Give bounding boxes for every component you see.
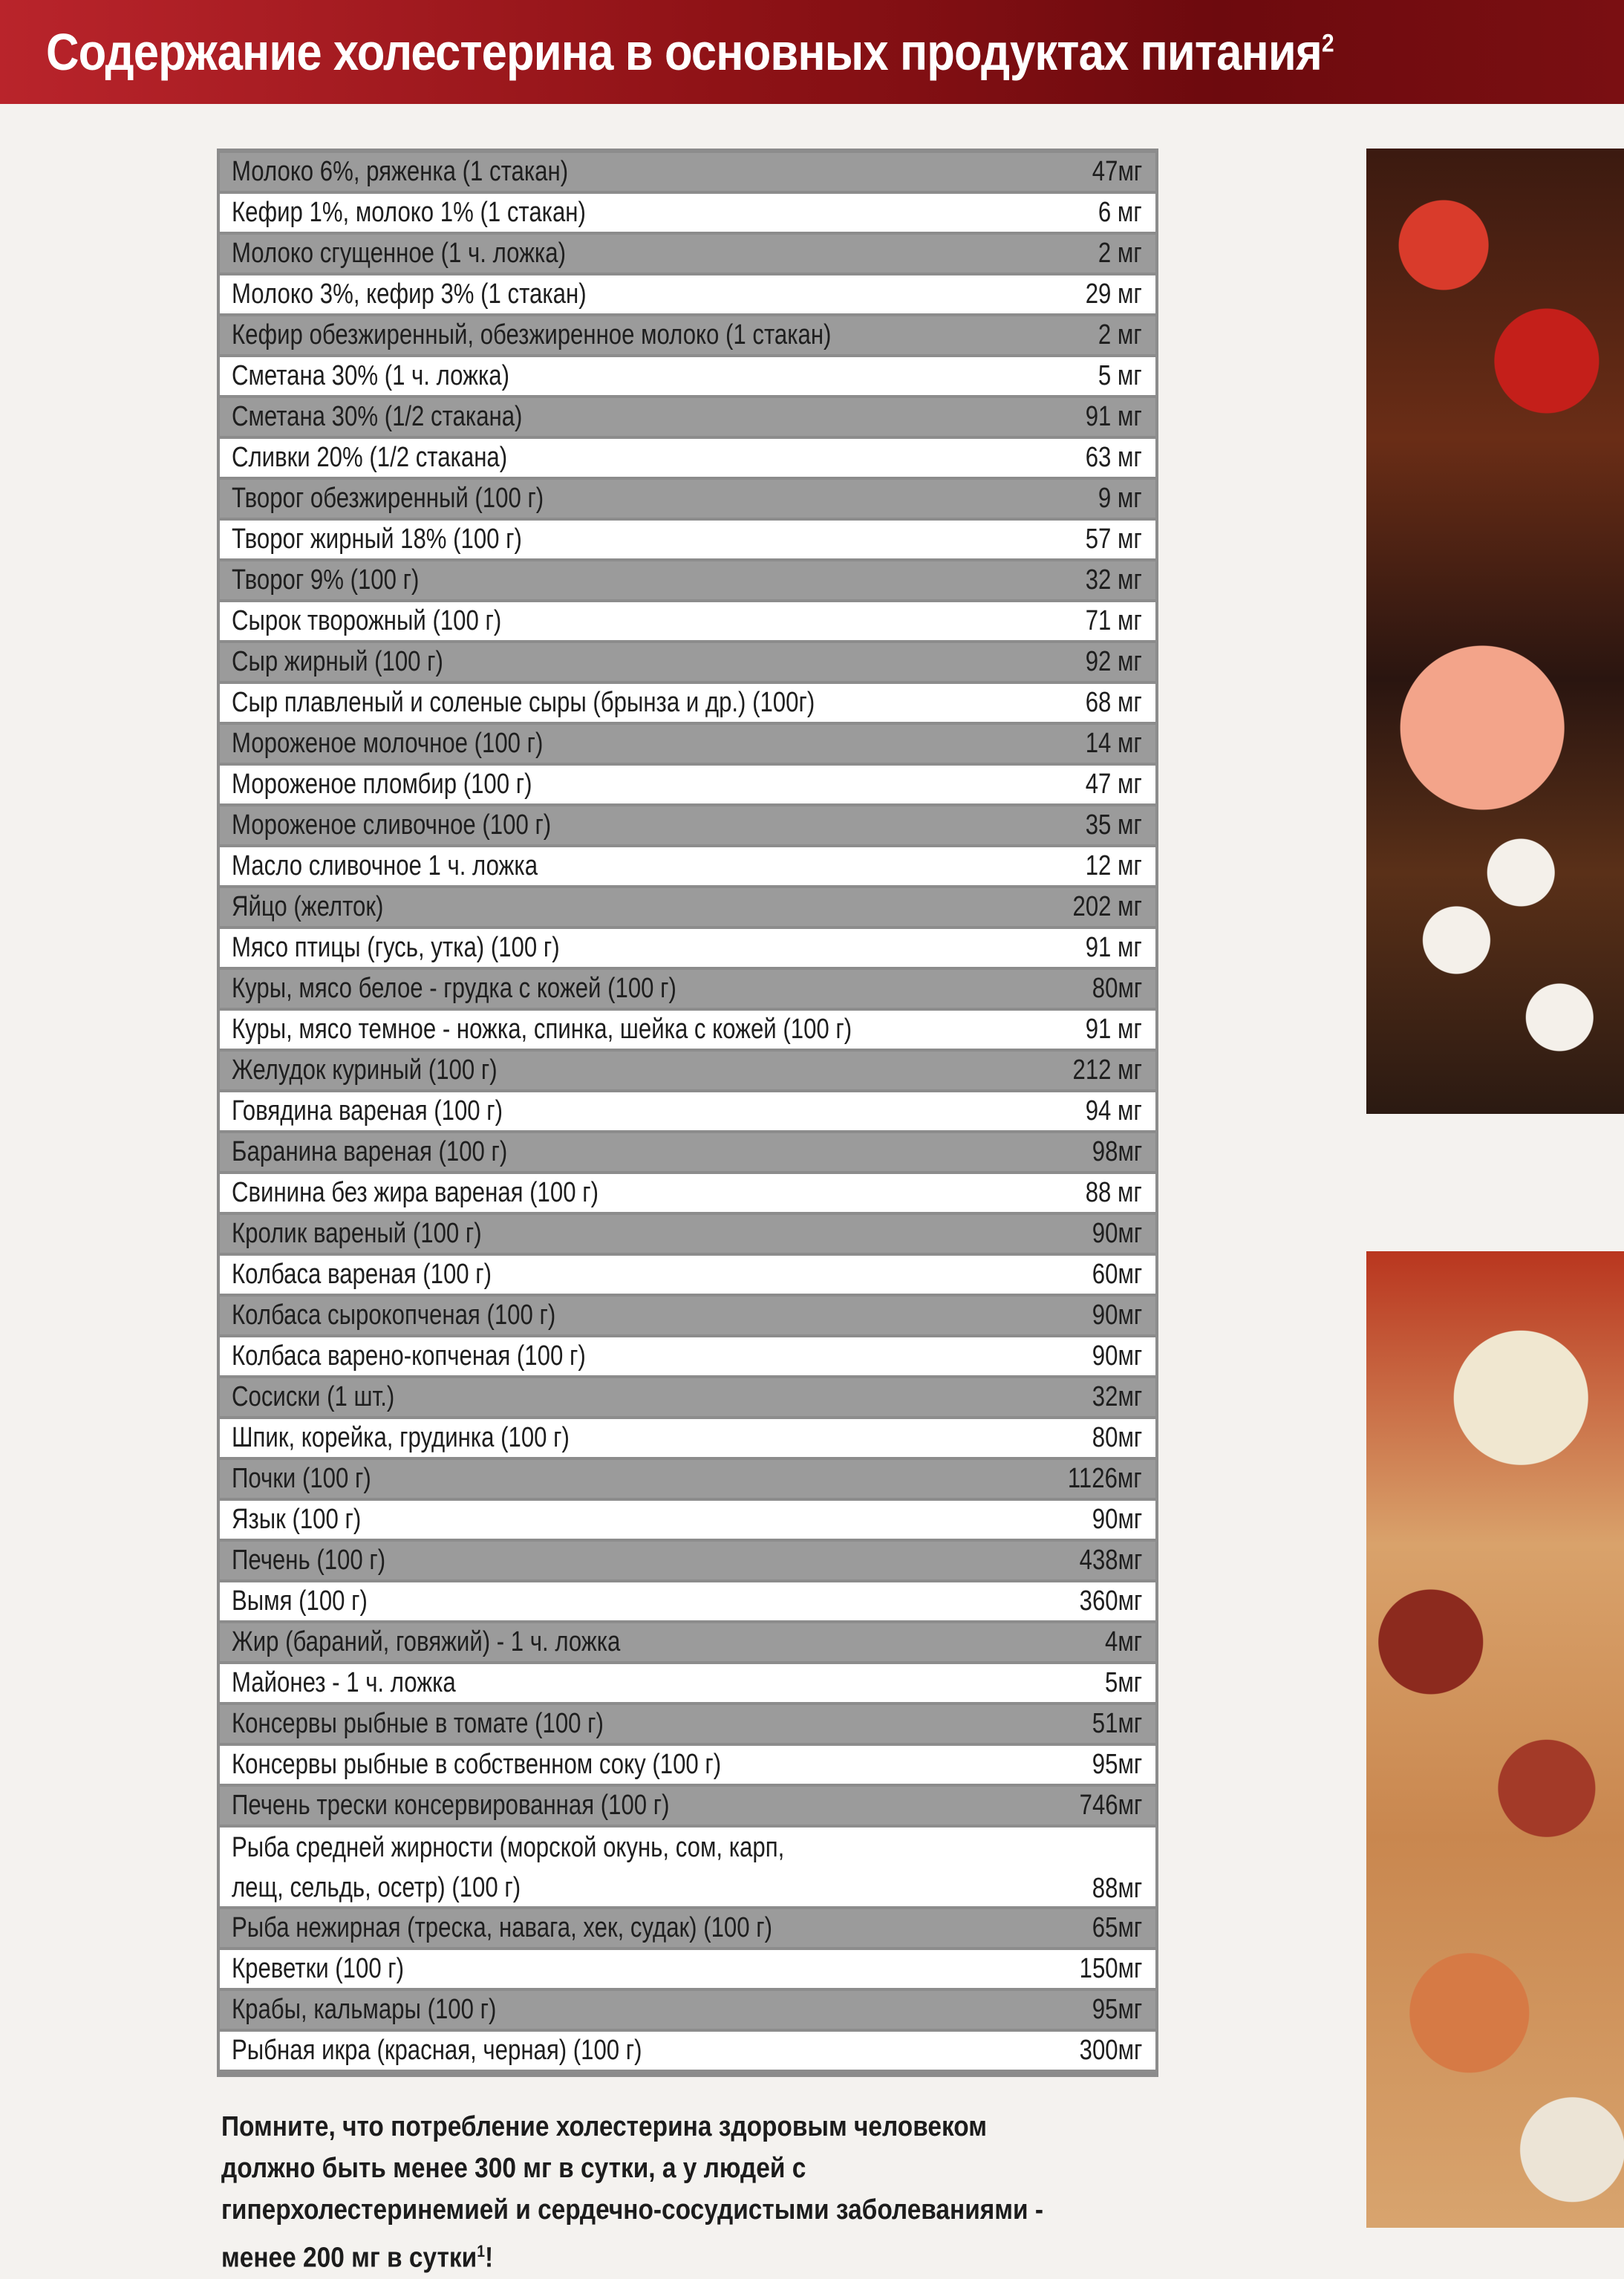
cholesterol-value: 90мг <box>1092 1300 1142 1331</box>
table-row <box>220 847 1155 885</box>
cholesterol-value: 29 мг <box>1085 278 1142 310</box>
product-name: Сметана 30% (1/2 стакана) <box>232 401 523 432</box>
table-row <box>220 1542 1155 1579</box>
table-row <box>220 1746 1155 1784</box>
page-header <box>0 0 1624 104</box>
product-name: Консервы рыбные в собственном соку (100 г) <box>232 1749 722 1780</box>
product-name: Баранина вареная (100 г) <box>232 1136 508 1167</box>
cholesterol-value: 98мг <box>1092 1136 1142 1167</box>
table-row <box>220 1623 1155 1661</box>
product-name: Яйцо (желток) <box>232 891 384 922</box>
reminder-text: Помните, что потребление холестерина здоровым человеком должно быть менее 300 мг в сутки, а у людей с гиперхолестеринемией и сердечно-сосудистыми заболеваниями - менее 200 мг в сутки <box>221 2111 1044 2274</box>
cholesterol-value: 150мг <box>1079 1953 1142 1984</box>
table-row <box>220 439 1155 477</box>
product-name: Консервы рыбные в томате (100 г) <box>232 1708 604 1739</box>
page-title <box>46 22 1334 82</box>
table-row <box>220 888 1155 926</box>
cholesterol-value: 92 мг <box>1085 646 1142 677</box>
table-row <box>220 684 1155 722</box>
cholesterol-value: 71 мг <box>1085 605 1142 636</box>
cholesterol-value: 2 мг <box>1098 319 1142 351</box>
product-name: Желудок куриный (100 г) <box>232 1054 498 1086</box>
food-photo-vegetables-eggs <box>1366 149 1624 1114</box>
cholesterol-value: 300мг <box>1079 2035 1142 2066</box>
cholesterol-value: 90мг <box>1092 1504 1142 1535</box>
cholesterol-value: 60мг <box>1092 1259 1142 1290</box>
table-row <box>220 1256 1155 1294</box>
cholesterol-value: 91 мг <box>1085 1014 1142 1045</box>
table-row <box>220 1664 1155 1702</box>
cholesterol-value: 14 мг <box>1085 728 1142 759</box>
product-name: Крабы, кальмары (100 г) <box>232 1994 497 2025</box>
product-name: Вымя (100 г) <box>232 1585 368 1617</box>
cholesterol-value: 90мг <box>1092 1218 1142 1249</box>
product-name: Жир (бараний, говяжий) - 1 ч. ложка <box>232 1626 621 1657</box>
table-row <box>220 235 1155 273</box>
reminder-end: ! <box>484 2242 494 2274</box>
product-name: Колбаса сырокопченая (100 г) <box>232 1300 556 1331</box>
cholesterol-table <box>217 149 1158 2077</box>
product-name: Сметана 30% (1 ч. ложка) <box>232 360 509 391</box>
cholesterol-value: 91 мг <box>1085 932 1142 963</box>
cholesterol-value: 6 мг <box>1098 197 1142 228</box>
reminder-note <box>221 2106 1084 2279</box>
cholesterol-value: 94 мг <box>1085 1095 1142 1127</box>
product-name: Печень (100 г) <box>232 1545 386 1576</box>
cholesterol-value: 51мг <box>1092 1708 1142 1739</box>
cholesterol-value: 65мг <box>1092 1912 1142 1943</box>
table-row <box>220 1297 1155 1334</box>
table-row <box>220 602 1155 640</box>
table-row <box>220 1419 1155 1457</box>
cholesterol-value: 438мг <box>1079 1545 1142 1576</box>
table-row <box>220 1460 1155 1498</box>
product-name: Кефир обезжиренный, обезжиренное молоко (1 стакан) <box>232 319 832 351</box>
product-name: Сырок творожный (100 г) <box>232 605 502 636</box>
cholesterol-value: 88мг <box>1092 1873 1142 1904</box>
cholesterol-value: 360мг <box>1079 1585 1142 1617</box>
table-row <box>220 1501 1155 1539</box>
product-name: Печень трески консервированная (100 г) <box>232 1790 670 1821</box>
cholesterol-value: 95мг <box>1092 1994 1142 2025</box>
product-name: Молоко 6%, ряженка (1 стакан) <box>232 156 569 187</box>
table-row <box>220 1337 1155 1375</box>
table-row <box>220 480 1155 518</box>
product-name: Сливки 20% (1/2 стакана) <box>232 442 508 473</box>
table-row <box>220 806 1155 844</box>
table-row <box>220 1174 1155 1212</box>
cholesterol-value: 212 мг <box>1072 1054 1142 1086</box>
table-row <box>220 153 1155 191</box>
table-row <box>220 1991 1155 2029</box>
cholesterol-value: 63 мг <box>1085 442 1142 473</box>
cholesterol-value: 202 мг <box>1072 891 1142 922</box>
table-row <box>220 561 1155 599</box>
cholesterol-value: 80мг <box>1092 973 1142 1004</box>
cholesterol-value: 80мг <box>1092 1422 1142 1453</box>
product-name: Рыба нежирная (треска, навага, хек, судак) (100 г) <box>232 1912 772 1943</box>
table-row <box>220 1828 1155 1906</box>
cholesterol-value: 32мг <box>1092 1381 1142 1412</box>
cholesterol-value: 5 мг <box>1098 360 1142 391</box>
table-row <box>220 398 1155 436</box>
food-photo-paella <box>1366 1251 1624 2228</box>
table-row <box>220 725 1155 763</box>
cholesterol-value: 746мг <box>1079 1790 1142 1821</box>
product-name: Сыр плавленый и соленые сыры (брынза и др.) (100г) <box>232 687 815 718</box>
table-row <box>220 1787 1155 1825</box>
table-row <box>220 929 1155 967</box>
cholesterol-value: 90мг <box>1092 1340 1142 1372</box>
table-row <box>220 1133 1155 1171</box>
cholesterol-value: 2 мг <box>1098 238 1142 269</box>
product-name: Свинина без жира вареная (100 г) <box>232 1177 599 1208</box>
product-name: Куры, мясо темное - ножка, спинка, шейка с кожей (100 г) <box>232 1014 852 1045</box>
table-row <box>220 316 1155 354</box>
product-name: Язык (100 г) <box>232 1504 362 1535</box>
product-name: Рыба средней жирности (морской окунь, сом, карп, лещ, сельдь, осетр) (100 г) <box>232 1832 785 1903</box>
product-name: Колбаса вареная (100 г) <box>232 1259 492 1290</box>
product-name: Творог жирный 18% (100 г) <box>232 524 522 555</box>
cholesterol-value: 47 мг <box>1085 769 1142 800</box>
product-name: Майонез - 1 ч. ложка <box>232 1667 456 1698</box>
product-name: Молоко сгущенное (1 ч. ложка) <box>232 238 566 269</box>
title-footnote-mark: 2 <box>1321 29 1334 58</box>
table-row <box>220 1705 1155 1743</box>
product-name: Сосиски (1 шт.) <box>232 1381 395 1412</box>
table-row <box>220 1215 1155 1253</box>
product-name: Мороженое молочное (100 г) <box>232 728 544 759</box>
table-row <box>220 1950 1155 1988</box>
product-name: Кефир 1%, молоко 1% (1 стакан) <box>232 197 586 228</box>
table-row <box>220 275 1155 313</box>
table-row <box>220 766 1155 803</box>
product-name: Сыр жирный (100 г) <box>232 646 443 677</box>
cholesterol-value: 88 мг <box>1085 1177 1142 1208</box>
cholesterol-value: 35 мг <box>1085 809 1142 841</box>
cholesterol-value: 95мг <box>1092 1749 1142 1780</box>
cholesterol-value: 32 мг <box>1085 564 1142 596</box>
title-text: Содержание холестерина в основных продуктах питания <box>46 23 1322 81</box>
cholesterol-value: 1126мг <box>1068 1463 1142 1494</box>
cholesterol-value: 68 мг <box>1085 687 1142 718</box>
product-name: Кролик вареный (100 г) <box>232 1218 482 1249</box>
table-row <box>220 357 1155 395</box>
product-name: Рыбная икра (красная, черная) (100 г) <box>232 2035 642 2066</box>
table-row <box>220 194 1155 232</box>
cholesterol-value: 12 мг <box>1085 850 1142 881</box>
table-row <box>220 1582 1155 1620</box>
cholesterol-value: 4мг <box>1104 1626 1142 1657</box>
table-row <box>220 970 1155 1008</box>
cholesterol-value: 57 мг <box>1085 524 1142 555</box>
table-row <box>220 1909 1155 1947</box>
product-name: Говядина вареная (100 г) <box>232 1095 503 1127</box>
table-row <box>220 1052 1155 1089</box>
cholesterol-value: 91 мг <box>1085 401 1142 432</box>
reminder-footnote-mark: 1 <box>477 2242 485 2260</box>
product-name: Колбаса варено-копченая (100 г) <box>232 1340 586 1372</box>
cholesterol-value: 5мг <box>1104 1667 1142 1698</box>
product-name: Шпик, корейка, грудинка (100 г) <box>232 1422 570 1453</box>
product-name: Масло сливочное 1 ч. ложка <box>232 850 538 881</box>
cholesterol-value: 47мг <box>1092 156 1142 187</box>
product-name: Почки (100 г) <box>232 1463 371 1494</box>
product-name: Куры, мясо белое - грудка с кожей (100 г) <box>232 973 676 1004</box>
table-row <box>220 643 1155 681</box>
product-name: Мясо птицы (гусь, утка) (100 г) <box>232 932 560 963</box>
product-name: Молоко 3%, кефир 3% (1 стакан) <box>232 278 587 310</box>
cholesterol-value: 9 мг <box>1098 483 1142 514</box>
product-name: Творог 9% (100 г) <box>232 564 420 596</box>
product-name: Творог обезжиренный (100 г) <box>232 483 544 514</box>
table-row <box>220 2032 1155 2070</box>
product-name: Мороженое пломбир (100 г) <box>232 769 532 800</box>
table-row <box>220 1092 1155 1130</box>
table-row <box>220 1011 1155 1049</box>
table-row <box>220 521 1155 558</box>
table-row <box>220 1378 1155 1416</box>
product-name: Мороженое сливочное (100 г) <box>232 809 552 841</box>
product-name: Креветки (100 г) <box>232 1953 405 1984</box>
